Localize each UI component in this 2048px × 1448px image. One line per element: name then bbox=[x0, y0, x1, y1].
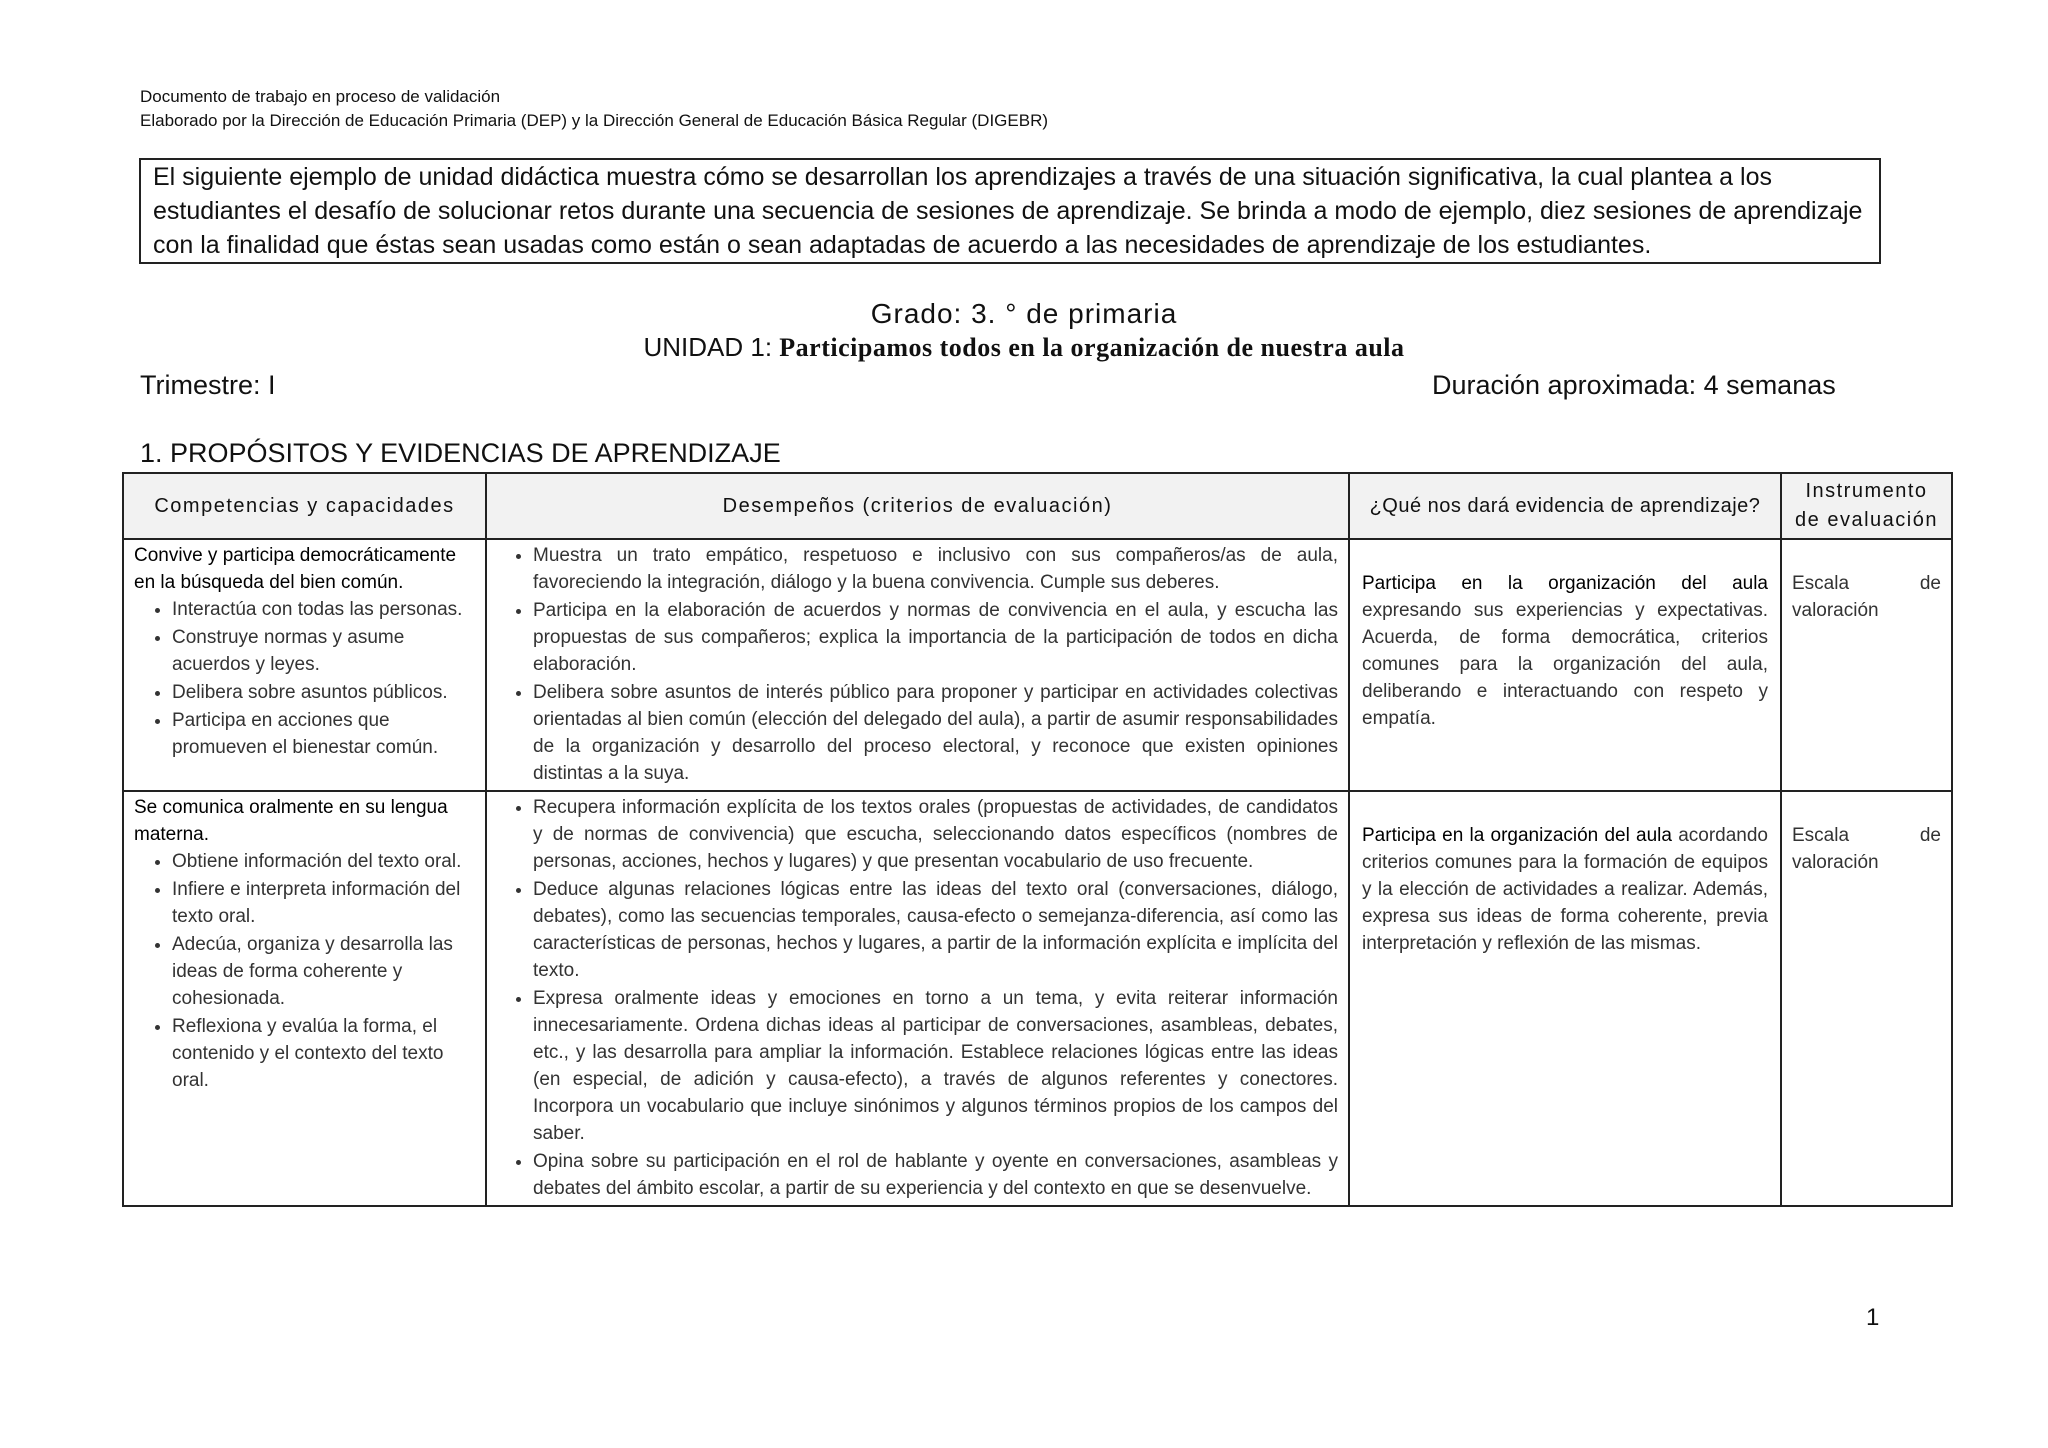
capacity-list bbox=[134, 848, 475, 1094]
page-number: 1 bbox=[1866, 1304, 1880, 1331]
document-status-line: Documento de trabajo en proceso de validación bbox=[140, 87, 501, 106]
list-item: • Deduce algunas relaciones lógicas entre las ideas del texto oral (conversaciones, diálogo, debates), como las secuencias temporales, causa-efecto o semejanza-diferencia, así como las características de personas, hechos y lugares, a partir de la información explícita e implícita del texto. bbox=[533, 876, 1338, 984]
list-item: • Expresa oralmente ideas y emociones en torno a un tema, y evita reiterar información innecesariamente. Ordena dichas ideas al participar de conversaciones, asambleas, debates, etc., y las desarrolla para ampliar la información. Establece relaciones lógicas entre las ideas (en especial, de adición y causa-efecto), a través de algunos referentes y conectores. Incorpora un vocabulario que incluye sinónimos y algunos términos propios de los campos del saber. bbox=[533, 985, 1338, 1147]
list-item: • Participa en la elaboración de acuerdos y normas de convivencia en el aula, y escucha las propuestas de sus compañeros; explica la importancia de la participación de todos en dicha elaboración. bbox=[533, 597, 1338, 678]
evidence-lead: Participa en la organización del aula bbox=[1362, 825, 1672, 846]
trimester-value: I bbox=[268, 370, 276, 400]
competency-cell bbox=[123, 791, 486, 1206]
list-item: • Construye normas y asume acuerdos y leyes. bbox=[172, 624, 475, 678]
list-item: • Interactúa con todas las personas. bbox=[172, 596, 475, 623]
capacity-list bbox=[134, 596, 475, 761]
grade-title: Grado: 3. ° de primaria bbox=[870, 298, 1178, 329]
instrument-cell bbox=[1781, 791, 1952, 1206]
instrument-cell bbox=[1781, 539, 1952, 791]
header-desempenos: Desempeños (criterios de evaluación) bbox=[486, 473, 1349, 539]
list-item: • Obtiene información del texto oral. bbox=[172, 848, 475, 875]
table-header-row bbox=[123, 473, 1952, 539]
instrument-word-3: valoración bbox=[1792, 852, 1879, 873]
unit-title bbox=[0, 332, 2048, 363]
performance-list bbox=[497, 794, 1338, 1202]
performance-list bbox=[497, 542, 1338, 787]
table-row bbox=[123, 791, 1952, 1206]
list-item: • Reflexiona y evalúa la forma, el contenido y el contexto del texto oral. bbox=[172, 1013, 475, 1094]
header-competencias: Competencias y capacidades bbox=[123, 473, 486, 539]
instrument-word-2: de bbox=[1919, 825, 1941, 846]
list-item: • Muestra un trato empático, respetuoso e inclusivo con sus compañeros/as de aula, favoreciendo la integración, diálogo y la buena convivencia. Cumple sus deberes. bbox=[533, 542, 1338, 596]
purposes-table bbox=[122, 472, 1953, 1207]
list-item: • Opina sobre su participación en el rol de hablante y oyente en conversaciones, asambleas y debates del ámbito escolar, a partir de su experiencia y del contexto en que se desenvuelve. bbox=[533, 1148, 1338, 1202]
trimester bbox=[140, 370, 276, 401]
evidence-text: acordando criterios comunes para la formación de equipos y la elección de actividades a realizar. Además, expresa sus ideas de forma coherente, previa interpretación y reflexión de las mismas. bbox=[1362, 825, 1768, 954]
competency-title: Se comunica oralmente en su lengua materna. bbox=[134, 797, 448, 845]
list-item: • Delibera sobre asuntos públicos. bbox=[172, 679, 475, 706]
table-row bbox=[123, 539, 1952, 791]
section-title: 1. PROPÓSITOS Y EVIDENCIAS DE APRENDIZAJE bbox=[140, 438, 781, 468]
authors-line: Elaborado por la Dirección de Educación Primaria (DEP) y la Dirección General de Educación Básica Regular (DIGEBR) bbox=[140, 111, 1049, 130]
competency-cell bbox=[123, 539, 486, 791]
instrument-word-2: de bbox=[1919, 573, 1941, 594]
list-item: • Infiere e interpreta información del texto oral. bbox=[172, 876, 475, 930]
performance-cell bbox=[486, 539, 1349, 791]
competency-title: Convive y participa democráticamente en la búsqueda del bien común. bbox=[134, 545, 457, 593]
unit-prefix: UNIDAD 1: bbox=[643, 332, 773, 362]
duration-label: Duración aproximada: bbox=[1432, 370, 1697, 400]
header-evidencia: ¿Qué nos dará evidencia de aprendizaje? bbox=[1349, 473, 1781, 539]
evidence-text: expresando sus experiencias y expectativas. Acuerda, de forma democrática, criterios comunes para la organización del aula, deliberando e interactuando con respeto y empatía. bbox=[1362, 600, 1768, 729]
list-item: • Recupera información explícita de los textos orales (propuestas de actividades, de candidatos y de normas de convivencia) que escucha, seleccionando datos específicos (nombres de personas, acciones, hechos y lugares) y que presentan vocabulario de uso frecuente. bbox=[533, 794, 1338, 875]
intro-box: El siguiente ejemplo de unidad didáctica muestra cómo se desarrollan los aprendizajes a través de una situación significativa, la cual plantea a los estudiantes el desafío de solucionar retos durante una secuencia de sesiones de aprendizaje. Se brinda a modo de ejemplo, diez sesiones de aprendizaje con la finalidad que éstas sean usadas como están o sean adaptadas de acuerdo a las necesidades de aprendizaje de los estudiantes. bbox=[139, 158, 1881, 264]
unit-name: Participamos todos en la organización de nuestra aula bbox=[779, 333, 1405, 362]
instrument-word-1: Escala bbox=[1792, 573, 1850, 594]
evidence-cell bbox=[1349, 539, 1781, 791]
duration-value: 4 semanas bbox=[1703, 370, 1836, 400]
instrument-word-1: Escala bbox=[1792, 825, 1850, 846]
evidence-cell bbox=[1349, 791, 1781, 1206]
trimester-label: Trimestre: bbox=[140, 370, 261, 400]
evidence-lead: Participa en la organización del aula bbox=[1362, 573, 1768, 594]
header-instrumento: Instrumento de evaluación bbox=[1781, 473, 1952, 539]
list-item: • Adecúa, organiza y desarrolla las ideas de forma coherente y cohesionada. bbox=[172, 931, 475, 1012]
duration bbox=[1432, 370, 1836, 401]
list-item: • Delibera sobre asuntos de interés público para proponer y participar en actividades colectivas orientadas al bien común (elección del delegado del aula), a partir de asumir responsabilidades de la organización y desarrollo del proceso electoral, y reconoce que existen opiniones distintas a la suya. bbox=[533, 679, 1338, 787]
performance-cell bbox=[486, 791, 1349, 1206]
list-item: • Participa en acciones que promueven el bienestar común. bbox=[172, 707, 475, 761]
instrument-word-3: valoración bbox=[1792, 600, 1879, 621]
